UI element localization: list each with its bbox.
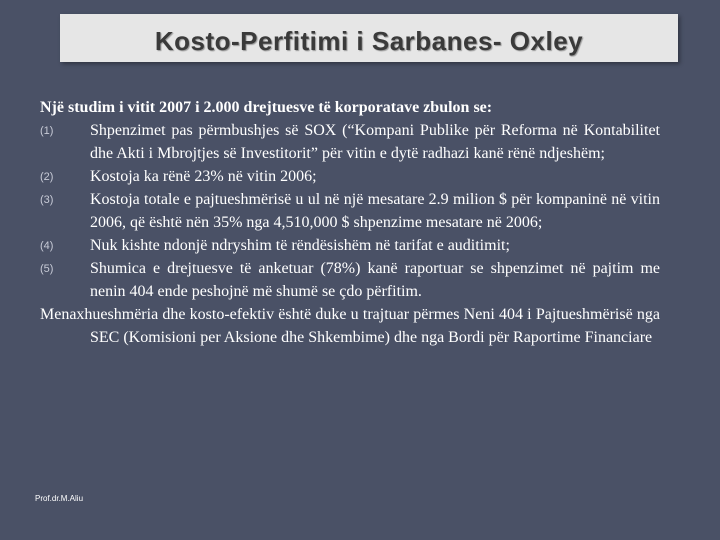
footer-author: Prof.dr.M.Aliu: [35, 494, 84, 503]
title-bar: [60, 14, 678, 62]
slide-title: Kosto-Perfitimi i Sarbanes- Oxley: [154, 26, 584, 56]
list-number-4: (4): [40, 240, 54, 252]
list-text-5: Shumica e drejtuesve të anketuar (78%) kanë raportuar se shpenzimet në pajtim me nenin 404 ende peshojnë më shumë se çdo përfitim.: [90, 260, 660, 300]
intro-text: Një studim i vitit 2007 i 2.000 drejtuesve të korporatave zbulon se:: [40, 99, 493, 116]
list-item-5: [40, 257, 660, 303]
list-text-3: Kostoja totale e pajtueshmërisë u ul në një mesatare 2.9 milion $ për kompaninë në vitin 2006, që është nën 35% nga 4,510,000 $ shpenzime mesatare në 2006;: [90, 191, 660, 231]
list-text-4: Nuk kishte ndonjë ndryshim të rëndësishëm në tarifat e auditimit;: [90, 237, 510, 254]
slide-body: [40, 96, 660, 349]
list-number-3: (3): [40, 194, 54, 206]
list-item-1: [40, 119, 660, 165]
list-number-2: (2): [40, 171, 54, 183]
closing-text: Menaxhueshmëria dhe kosto-efektiv është duke u trajtuar përmes Neni 404 i Pajtueshmërisë nga SEC (Komisioni per Aksione dhe Shkembime) dhe nga Bordi për Raportime Financiare: [40, 306, 660, 346]
list-number-5: (5): [40, 263, 54, 275]
list-item-3: [40, 188, 660, 234]
list-text-2: Kostoja ka rënë 23% në vitin 2006;: [90, 168, 317, 185]
list-item-2: [40, 165, 660, 188]
list-text-1: Shpenzimet pas përmbushjes së SOX (“Kompani Publike për Reforma në Kontabilitet dhe Akti i Mbrojtjes së Investitorit” për vitin e dytë radhazi kanë rënë ndjeshëm;: [90, 122, 660, 162]
list-number-1: (1): [40, 125, 54, 137]
list-item-4: [40, 234, 660, 257]
